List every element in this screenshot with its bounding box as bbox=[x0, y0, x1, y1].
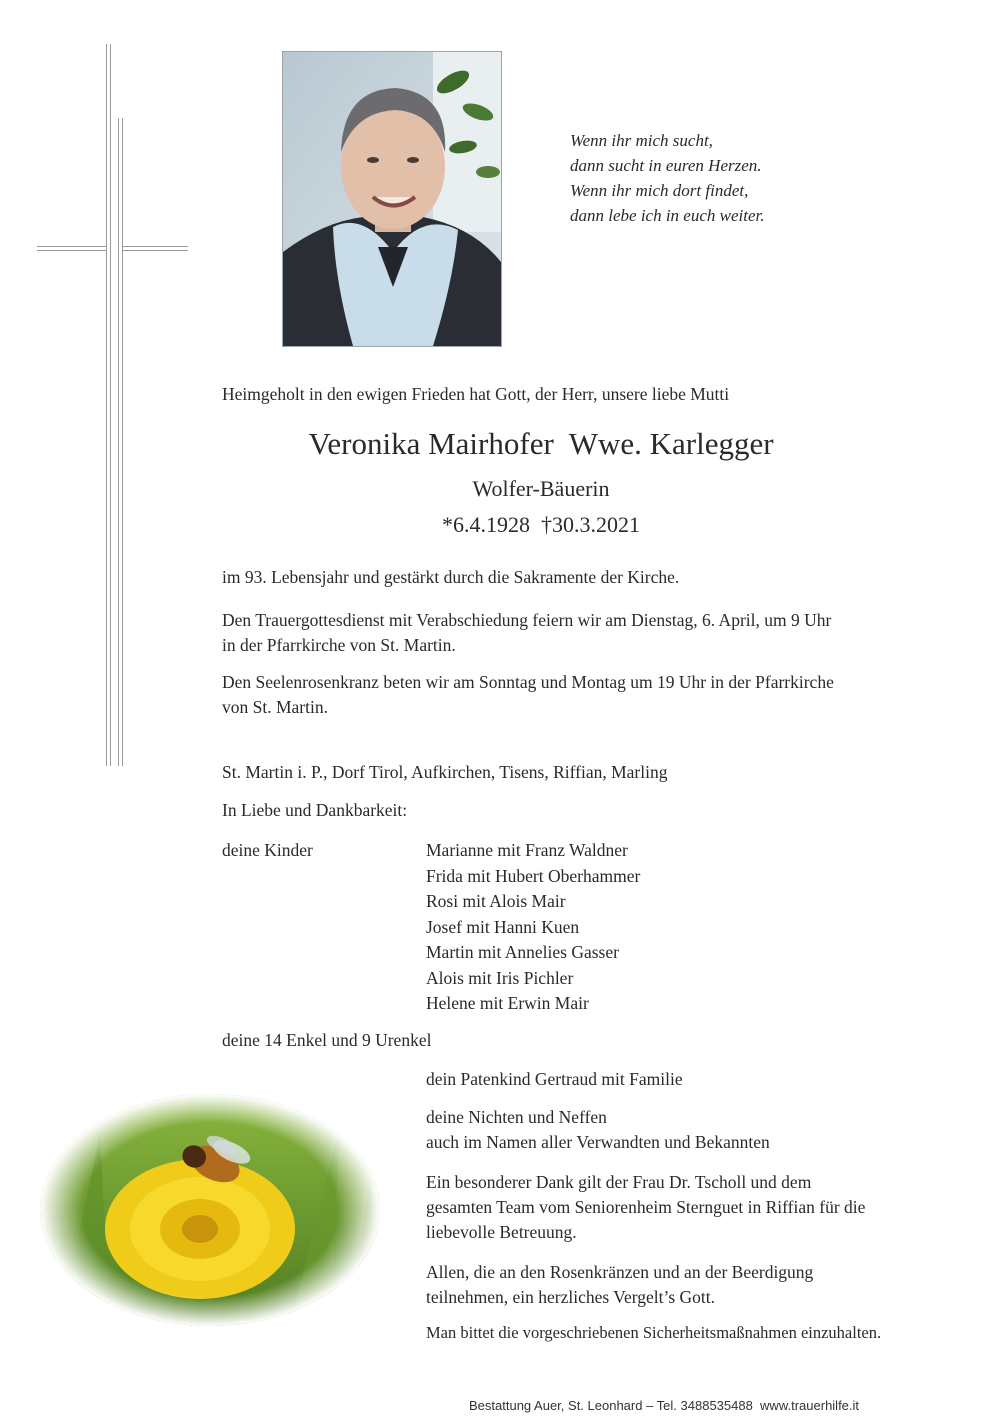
places-text: St. Martin i. P., Dorf Tirol, Aufkirchen, Tisens, Riffian, Marling bbox=[222, 762, 668, 782]
grandchildren-text: deine 14 Enkel und 9 Urenkel bbox=[222, 1030, 432, 1050]
list-item: Marianne mit Franz Waldner bbox=[426, 840, 628, 860]
relatives-line1: deine Nichten und Neffen bbox=[426, 1107, 607, 1127]
attendees-text bbox=[426, 1260, 813, 1310]
poem-line: dann sucht in euren Herzen. bbox=[570, 156, 762, 175]
dandelion-bee-image bbox=[40, 1094, 380, 1326]
list-item: Helene mit Erwin Mair bbox=[426, 993, 589, 1013]
deceased-name: Veronika Mairhofer Wwe. Karlegger bbox=[308, 426, 774, 461]
funeral-home-footer: Bestattung Auer, St. Leonhard – Tel. 3488535488 www.trauerhilfe.it bbox=[469, 1398, 860, 1413]
intro-text: Heimgeholt in den ewigen Frieden hat Gott, der Herr, unsere liebe Mutti bbox=[222, 384, 730, 404]
poem-line: Wenn ihr mich dort findet, bbox=[570, 181, 749, 200]
portrait-photo bbox=[283, 52, 501, 346]
list-item: Alois mit Iris Pichler bbox=[426, 967, 574, 988]
poem-line: Wenn ihr mich sucht, bbox=[570, 131, 713, 150]
service-text-line1: Den Trauergottesdienst mit Verabschiedung feiern wir am Dienstag, 6. April, um 9 Uhr bbox=[222, 610, 832, 630]
rosary-text-line1: Den Seelenrosenkranz beten wir am Sonntag und Montag um 19 Uhr in der Pfarrkirche bbox=[222, 672, 834, 692]
children-list bbox=[426, 838, 640, 1017]
list-item: Rosi mit Alois Mair bbox=[426, 891, 566, 911]
children-label: deine Kinder bbox=[222, 840, 313, 860]
list-item: Martin mit Annelies Gasser bbox=[426, 942, 619, 962]
thanks-text bbox=[426, 1170, 865, 1245]
attendees-line: Allen, die an den Rosenkränzen und an der Beerdigung bbox=[426, 1262, 814, 1282]
age-text: im 93. Lebensjahr und gestärkt durch die Sakramente der Kirche. bbox=[222, 567, 680, 587]
attendees-line: teilnehmen, ein herzliches Vergelt’s Gott. bbox=[426, 1287, 715, 1307]
service-text-line2: in der Pfarrkirche von St. Martin. bbox=[222, 635, 456, 655]
relatives-line2: auch im Namen aller Verwandten und Bekannten bbox=[426, 1132, 770, 1152]
list-item: Frida mit Hubert Oberhammer bbox=[426, 865, 641, 886]
life-dates: *6.4.1928 †30.3.2021 bbox=[442, 512, 640, 537]
safety-note: Man bittet die vorgeschriebenen Sicherheitsmaßnahmen einzuhalten. bbox=[426, 1323, 882, 1342]
list-item: Josef mit Hanni Kuen bbox=[426, 916, 580, 937]
gratitude-text: In Liebe und Dankbarkeit: bbox=[222, 800, 408, 820]
memorial-poem bbox=[570, 128, 765, 228]
thanks-line: gesamten Team vom Seniorenheim Sternguet in Riffian für die bbox=[426, 1197, 866, 1217]
rosary-text-line2: von St. Martin. bbox=[222, 697, 328, 717]
thanks-line: Ein besonderer Dank gilt der Frau Dr. Tscholl und dem bbox=[426, 1172, 812, 1192]
poem-line: dann lebe ich in euch weiter. bbox=[570, 206, 765, 225]
farm-name: Wolfer-Bäuerin bbox=[472, 476, 610, 501]
godchild-text: dein Patenkind Gertraud mit Familie bbox=[426, 1069, 683, 1089]
thanks-line: liebevolle Betreuung. bbox=[426, 1222, 577, 1242]
